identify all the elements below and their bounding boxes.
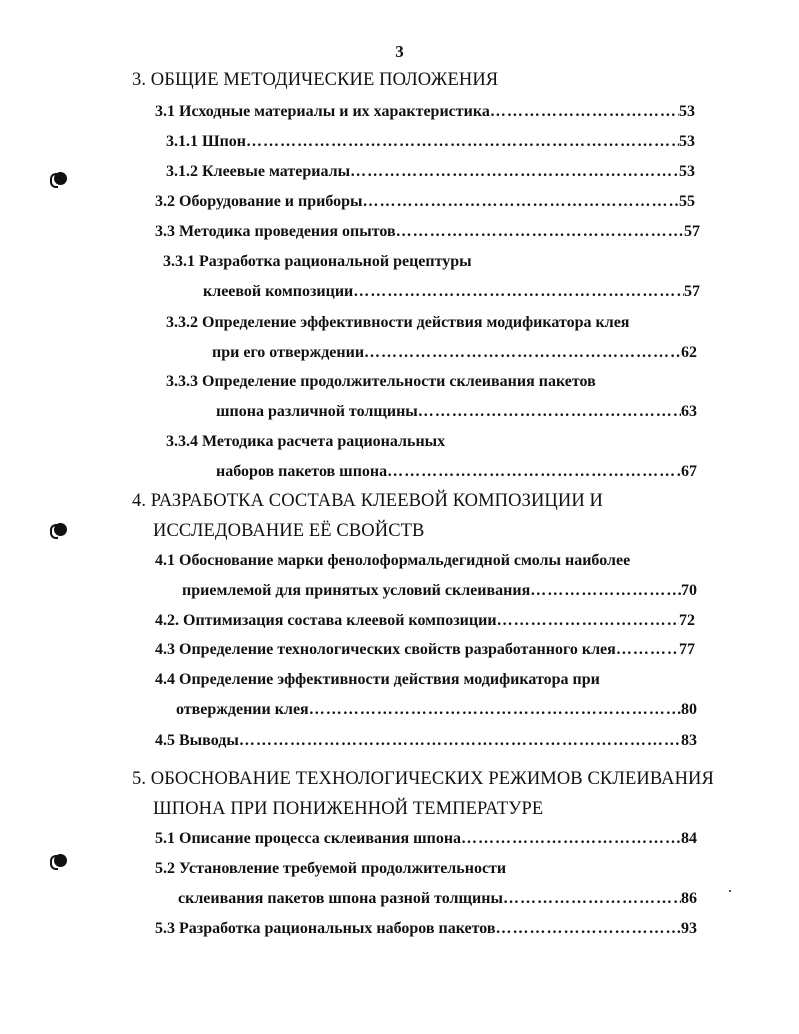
toc-entry-page: 70	[681, 582, 697, 599]
toc-entry-label: 3.1.1 Шпон	[166, 133, 247, 150]
toc-entry-page: 53	[679, 133, 695, 150]
toc-entry-label: 5.1 Описание процесса склеивания шпона	[155, 830, 462, 847]
toc-entry-4-4-line1: 4.4 Определение эффективности действия модификатора при	[155, 671, 600, 688]
toc-entry-3-3-4[interactable]	[216, 462, 697, 482]
dot-leader	[530, 581, 681, 601]
section-5-heading-line1: 5. ОБОСНОВАНИЕ ТЕХНОЛОГИЧЕСКИХ РЕЖИМОВ СКЛЕИВАНИЯ	[132, 769, 714, 789]
dot-leader	[364, 343, 681, 363]
toc-entry-label: 3.1.2 Клеевые материалы	[166, 163, 351, 180]
section-3-heading: 3. ОБЩИЕ МЕТОДИЧЕСКИЕ ПОЛОЖЕНИЯ	[132, 70, 499, 90]
dot-leader	[363, 192, 679, 212]
toc-entry-5-1[interactable]	[155, 829, 697, 849]
dot-leader	[461, 829, 681, 849]
toc-entry-label: приемлемой для принятых условий склеивания	[182, 582, 531, 599]
toc-entry-3-3-2-line1: 3.3.2 Определение эффективности действия модификатора клея	[166, 314, 630, 331]
toc-entry-page: 67	[681, 463, 697, 480]
toc-entry-page: 72	[679, 612, 695, 629]
dot-leader	[309, 700, 681, 720]
dot-leader	[503, 889, 681, 909]
toc-entry-3-3-1-line1: 3.3.1 Разработка рациональной рецептуры	[163, 253, 472, 270]
dot-leader	[350, 162, 679, 182]
dot-leader	[353, 282, 684, 302]
toc-entry-page: 53	[679, 163, 695, 180]
scan-speck	[729, 890, 731, 892]
toc-entry-3-3-1[interactable]	[203, 282, 700, 302]
binding-hole-mark	[54, 172, 67, 185]
toc-entry-label: 3.1 Исходные материалы и их характеристика	[155, 103, 490, 120]
toc-entry-page: 63	[681, 403, 697, 420]
toc-entry-3-3[interactable]	[155, 222, 700, 242]
toc-entry-4-4[interactable]	[176, 700, 697, 720]
toc-entry-label: наборов пакетов шпона	[216, 463, 388, 480]
toc-entry-page: 77	[679, 641, 695, 658]
binding-hole-mark	[54, 854, 67, 867]
toc-entry-3-3-4-line1: 3.3.4 Методика расчета рациональных	[166, 433, 446, 450]
toc-entry-page: 86	[681, 890, 697, 907]
toc-entry-page: 83	[681, 732, 697, 749]
toc-entry-label: при его отверждении	[212, 344, 365, 361]
page-number: 3	[395, 42, 404, 61]
toc-entry-4-2[interactable]	[155, 611, 695, 631]
section-4-heading-line1: 4. РАЗРАБОТКА СОСТАВА КЛЕЕВОЙ КОМПОЗИЦИИ И	[132, 491, 603, 511]
section-5-heading-line2: ШПОНА ПРИ ПОНИЖЕННОЙ ТЕМПЕРАТУРЕ	[153, 799, 544, 819]
toc-entry-3-3-3[interactable]	[216, 402, 697, 422]
toc-entry-label: 3.2 Оборудование и приборы	[155, 193, 363, 210]
dot-leader	[239, 731, 681, 751]
toc-entry-4-3[interactable]	[155, 640, 695, 660]
toc-entry-3-3-2[interactable]	[212, 343, 697, 363]
toc-entry-label: отверждении клея	[176, 701, 309, 718]
toc-entry-3-3-3-line1: 3.3.3 Определение продолжительности склеивания пакетов	[166, 373, 596, 390]
dot-leader	[496, 919, 681, 939]
toc-entry-4-1-line1: 4.1 Обоснование марки фенолоформальдегидной смолы наиболее	[155, 552, 631, 569]
toc-entry-label: 5.3 Разработка рациональных наборов пакетов	[155, 920, 496, 937]
toc-entry-label: 3.3 Методика проведения опытов	[155, 223, 396, 240]
toc-entry-5-3[interactable]	[155, 919, 697, 939]
toc-entry-label: 4.5 Выводы	[155, 732, 239, 749]
toc-entry-label: клеевой композиции	[203, 283, 354, 300]
toc-entry-3-1-2[interactable]	[166, 162, 695, 182]
dot-leader	[387, 462, 681, 482]
dot-leader	[497, 611, 679, 631]
toc-entry-label: шпона различной толщины	[216, 403, 418, 420]
dot-leader	[490, 102, 679, 122]
toc-entry-5-2[interactable]	[178, 889, 697, 909]
toc-entry-page: 84	[681, 830, 697, 847]
dot-leader	[246, 132, 679, 152]
toc-entry-page: 53	[679, 103, 695, 120]
toc-entry-page: 55	[679, 193, 695, 210]
toc-entry-page: 57	[684, 223, 700, 240]
toc-entry-label: 4.3 Определение технологических свойств разработанного клея	[155, 641, 616, 658]
section-4-heading-line2: ИССЛЕДОВАНИЕ ЕЁ СВОЙСТВ	[153, 521, 425, 541]
binding-hole-mark	[54, 523, 67, 536]
toc-entry-3-1-1[interactable]	[166, 132, 695, 152]
toc-entry-label: склеивания пакетов шпона разной толщины	[178, 890, 503, 907]
dot-leader	[616, 640, 679, 660]
toc-entry-page: 57	[684, 283, 700, 300]
toc-entry-3-1[interactable]	[155, 102, 695, 122]
toc-entry-label: 4.2. Оптимизация состава клеевой композиции	[155, 612, 497, 629]
toc-entry-5-2-line1: 5.2 Установление требуемой продолжительности	[155, 860, 507, 877]
toc-entry-page: 93	[681, 920, 697, 937]
toc-entry-4-1[interactable]	[182, 581, 697, 601]
toc-entry-3-2[interactable]	[155, 192, 695, 212]
toc-entry-page: 80	[681, 701, 697, 718]
dot-leader	[418, 402, 681, 422]
toc-entry-4-5[interactable]	[155, 731, 697, 751]
dot-leader	[396, 222, 684, 242]
toc-entry-page: 62	[681, 344, 697, 361]
